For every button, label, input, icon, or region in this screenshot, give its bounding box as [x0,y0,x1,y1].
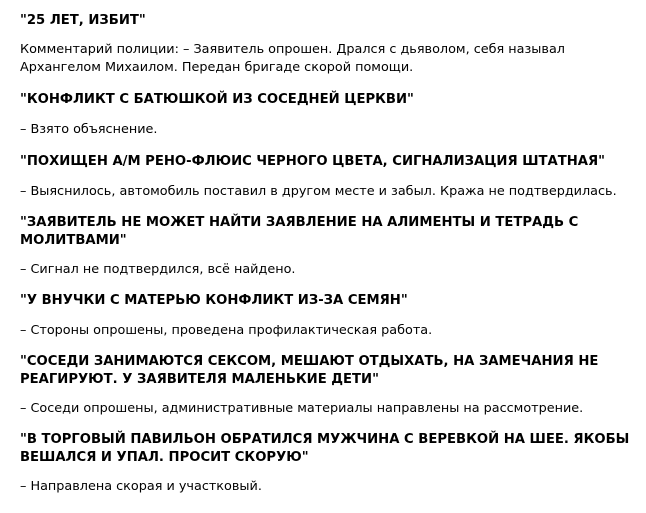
entry-4-heading [20,214,636,250]
entry-3-heading: "ПОХИЩЕН А/М РЕНО-ФЛЮИС ЧЕРНОГО ЦВЕТА, СИГНАЛИЗАЦИЯ ШТАТНАЯ" [20,154,605,169]
entry-4-heading-line-2: МОЛИТВАМИ" [20,233,127,248]
entry-1-heading: "25 ЛЕТ, ИЗБИТ" [20,13,146,28]
entry-2 [20,91,636,139]
entry-7-heading-line-2: ВЕШАЛСЯ И УПАЛ. ПРОСИТ СКОРУЮ" [20,450,309,465]
entry-6-heading [20,353,636,389]
entry-4-heading-line-1: "ЗАЯВИТЕЛЬ НЕ МОЖЕТ НАЙТИ ЗАЯВЛЕНИЕ НА АЛИМЕНТЫ И ТЕТРАДЬ С [20,215,579,230]
entry-6-heading-line-1: "СОСЕДИ ЗАНИМАЮТСЯ СЕКСОМ, МЕШАЮТ ОТДЫХАТЬ, НА ЗАМЕЧАНИЯ НЕ [20,354,599,369]
entry-3 [20,153,636,201]
entry-6-comment: – Соседи опрошены, административные материалы направлены на рассмотрение. [20,401,584,416]
entry-1 [20,12,636,77]
entry-6-heading-line-2: РЕАГИРУЮТ. У ЗАЯВИТЕЛЯ МАЛЕНЬКИЕ ДЕТИ" [20,372,379,387]
entry-4 [20,214,636,279]
entry-3-comment: – Выяснилось, автомобиль поставил в другом месте и забыл. Кража не подтвердилась. [20,184,617,199]
entry-6 [20,353,636,418]
entry-1-comment-line-2: Архангелом Михаилом. Передан бригаде скорой помощи. [20,60,414,75]
entry-4-comment: – Сигнал не подтвердился, всё найдено. [20,262,296,277]
entry-1-comment [20,41,636,77]
entry-5-comment: – Стороны опрошены, проведена профилактическая работа. [20,323,433,338]
entry-7 [20,431,636,496]
entry-2-comment: – Взято объяснение. [20,122,158,137]
entry-1-comment-line-1: Комментарий полиции: – Заявитель опрошен. Дрался с дьяволом, себя называл [20,42,565,57]
entry-5 [20,292,636,340]
entry-7-heading-line-1: "В ТОРГОВЫЙ ПАВИЛЬОН ОБРАТИЛСЯ МУЖЧИНА С ВЕРЕВКОЙ НА ШЕЕ. ЯКОБЫ [20,432,630,447]
entry-2-heading: "КОНФЛИКТ С БАТЮШКОЙ ИЗ СОСЕДНЕЙ ЦЕРКВИ" [20,92,414,107]
entry-5-heading: "У ВНУЧКИ С МАТЕРЬЮ КОНФЛИКТ ИЗ-ЗА СЕМЯН" [20,293,408,308]
entry-7-comment: – Направлена скорая и участковый. [20,479,262,494]
entry-7-heading [20,431,636,467]
